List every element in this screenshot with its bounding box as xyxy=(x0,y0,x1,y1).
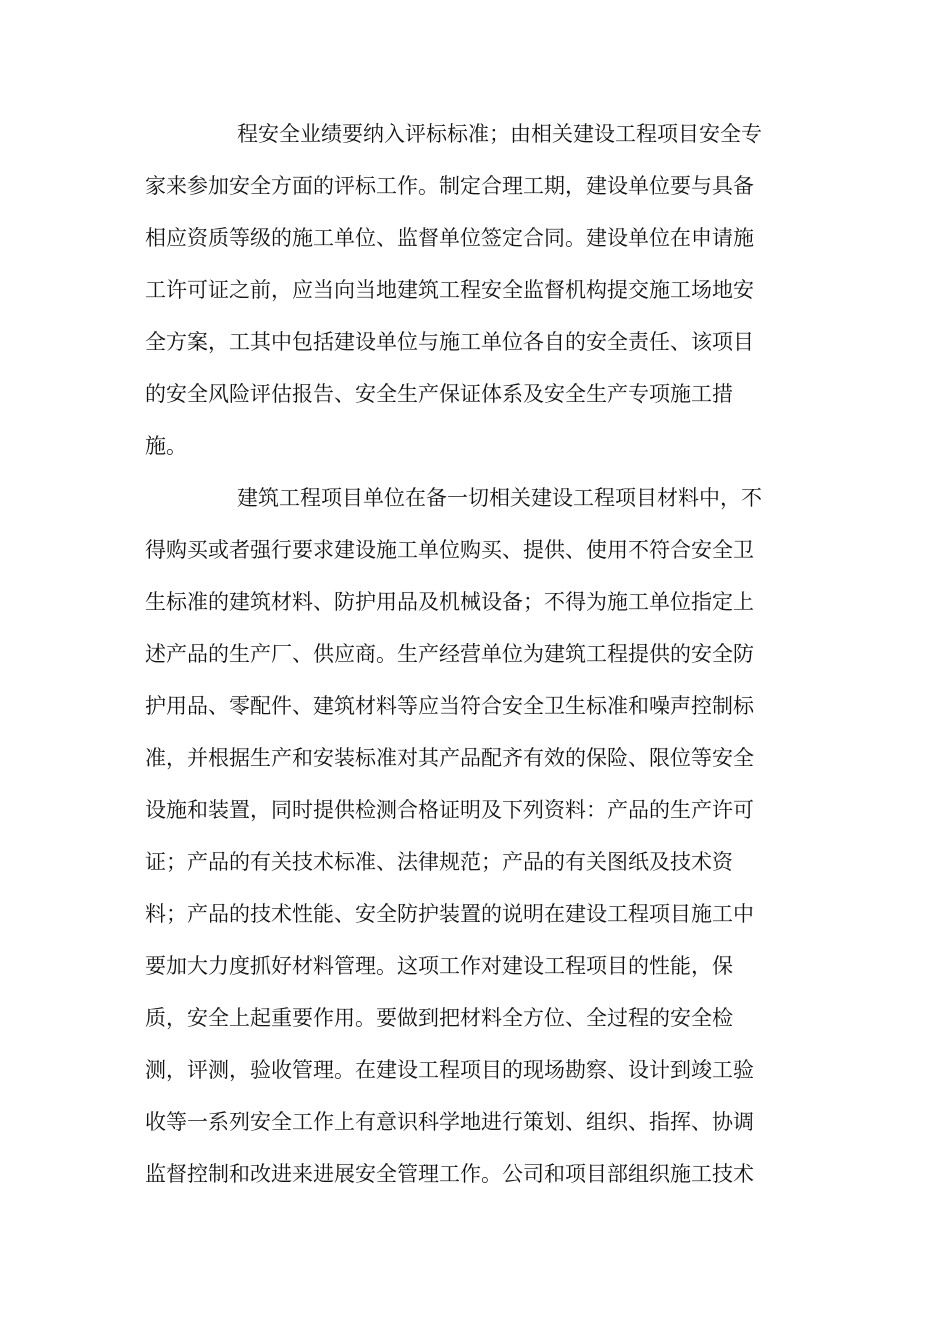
paragraph-line: 施。 xyxy=(145,434,187,458)
paragraph-line: 工许可证之前，应当向当地建筑工程安全监督机构提交施工场地安 xyxy=(145,278,754,302)
paragraph-line: 料；产品的技术性能、安全防护装置的说明在建设工程项目施工中 xyxy=(145,902,754,926)
paragraph-line: 相应资质等级的施工单位、监督单位签定合同。建设单位在申请施 xyxy=(145,226,754,250)
paragraph-line: 生标准的建筑材料、防护用品及机械设备；不得为施工单位指定上 xyxy=(145,590,754,614)
paragraph-line: 程安全业绩要纳入评标标准；由相关建设工程项目安全专 xyxy=(237,122,762,146)
paragraph-line: 收等一系列安全工作上有意识科学地进行策划、组织、指挥、协调 xyxy=(145,1110,754,1134)
paragraph-line: 建筑工程项目单位在备一切相关建设工程项目材料中，不 xyxy=(237,486,762,510)
paragraph-line: 质，安全上起重要作用。要做到把材料全方位、全过程的安全检 xyxy=(145,1006,733,1030)
paragraph-line: 证；产品的有关技术标准、法律规范；产品的有关图纸及技术资 xyxy=(145,850,733,874)
paragraph-line: 监督控制和改进来进展安全管理工作。公司和项目部组织施工技术 xyxy=(145,1162,754,1186)
paragraph-line: 得购买或者强行要求建设施工单位购买、提供、使用不符合安全卫 xyxy=(145,538,754,562)
paragraph-line: 家来参加安全方面的评标工作。制定合理工期，建设单位要与具备 xyxy=(145,174,754,198)
paragraph-line: 护用品、零配件、建筑材料等应当符合安全卫生标准和噪声控制标 xyxy=(145,694,754,718)
paragraph-line: 设施和装置，同时提供检测合格证明及下列资料：产品的生产许可 xyxy=(145,798,754,822)
paragraph-line: 全方案，工其中包括建设单位与施工单位各自的安全责任、该项目 xyxy=(145,330,754,354)
paragraph-line: 的安全风险评估报告、安全生产保证体系及安全生产专项施工措 xyxy=(145,382,733,406)
paragraph-line: 准，并根据生产和安装标准对其产品配齐有效的保险、限位等安全 xyxy=(145,746,754,770)
paragraph-line: 测，评测，验收管理。在建设工程项目的现场勘察、设计到竣工验 xyxy=(145,1058,754,1082)
paragraph-line: 要加大力度抓好材料管理。这项工作对建设工程项目的性能，保 xyxy=(145,954,733,978)
paragraph-line: 述产品的生产厂、供应商。生产经营单位为建筑工程提供的安全防 xyxy=(145,642,754,666)
